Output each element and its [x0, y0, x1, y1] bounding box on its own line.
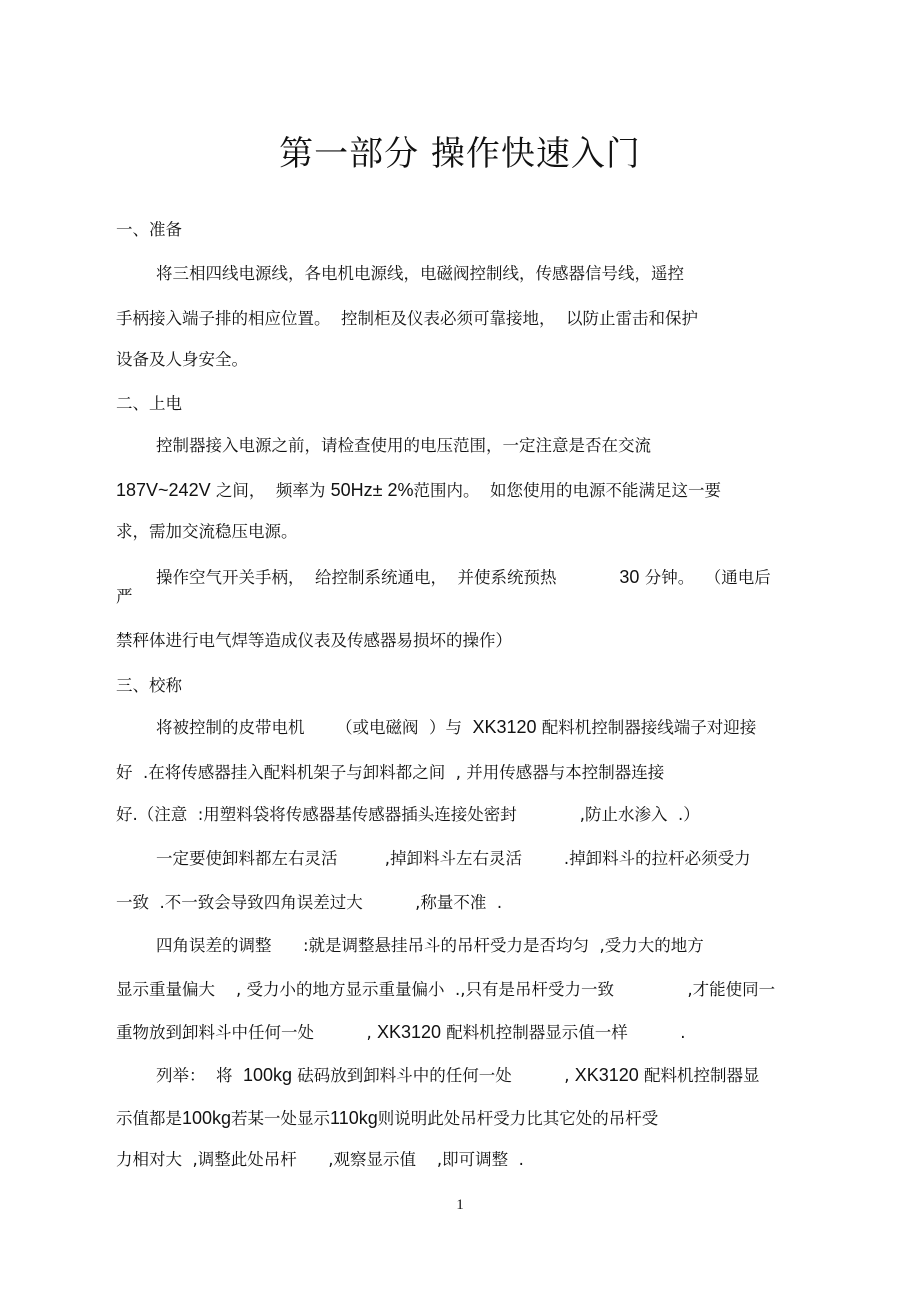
text-run: 将被控制的皮带电机 （或电磁阀 ）与 [156, 718, 473, 737]
page-number: 1 [456, 1197, 464, 1213]
text-run: 之间， 频率为 [210, 481, 331, 500]
paragraph-line [116, 1022, 685, 1043]
paragraph-line: 一定要使卸料都左右灵活 ,掉卸料斗左右灵活 .掉卸料斗的拉杆必须受力 [156, 849, 751, 868]
paragraph-line: 一致 .不一致会导致四角误差过大 ,称量不准 . [116, 893, 503, 912]
paragraph-line: 好.（注意 :用塑料袋将传感器基传感器插头连接处密封 ,防止水渗入 .） [116, 805, 700, 824]
paragraph-line: 求，需加交流稳压电源。 [116, 522, 298, 541]
model-number: XK3120 [574, 1065, 639, 1085]
section-heading-preparation: 一、准备 [116, 220, 182, 239]
page-title: 第一部分 操作快速入门 [279, 134, 641, 174]
paragraph-line [116, 480, 721, 501]
paragraph-line [156, 567, 771, 588]
text-run: 分钟。 （通电后 [639, 568, 771, 587]
voltage-range: 187V~242V [116, 480, 211, 500]
text-run: 重物放到卸料斗中任何一处 , [116, 1023, 377, 1042]
section-heading-power-on: 二、上电 [116, 394, 182, 413]
paragraph-line: 控制器接入电源之前，请检查使用的电压范围，一定注意是否在交流 [156, 436, 651, 455]
paragraph-line: 手柄接入端子排的相应位置。 控制柜及仪表必须可靠接地， 以防止雷击和保护 [116, 309, 698, 328]
text-run: 范围内。 如您使用的电源不能满足这一要 [413, 481, 721, 500]
paragraph-line: 好 .在将传感器挂入配料机架子与卸料都之间 , 并用传感器与本控制器连接 [116, 763, 665, 782]
frequency-value: 50Hz± 2% [330, 480, 414, 500]
text-run: 则说明此处吊杆受力比其它处的吊杆受 [377, 1109, 659, 1128]
paragraph-line: 严 [116, 587, 133, 606]
text-run: 示值都是 [116, 1109, 182, 1128]
weight-value: 100kg [182, 1108, 232, 1128]
weight-value: 100kg [242, 1065, 293, 1085]
text-run: 配料机控制器接线端子对迎接 [536, 718, 757, 737]
paragraph-line: 禁秤体进行电气焊等造成仪表及传感器易损坏的操作） [116, 631, 512, 650]
paragraph-line [156, 717, 756, 738]
text-run: 若某一处显示 [231, 1109, 331, 1128]
paragraph-line [116, 1108, 658, 1129]
paragraph-line: 力相对大 ,调整此处吊杆 ,观察显示值 ,即可调整 . [116, 1150, 524, 1169]
paragraph-line: 四角误差的调整 :就是调整悬挂吊斗的吊杆受力是否均匀 ,受力大的地方 [156, 936, 704, 955]
text-run: 配料机控制器显示值一样 . [441, 1023, 686, 1042]
text-run: 配料机控制器显 [638, 1066, 760, 1085]
model-number: XK3120 [472, 717, 537, 737]
model-number: XK3120 [376, 1022, 442, 1042]
text-run: 操作空气开关手柄， 给控制系统通电， 并使系统预热 [156, 568, 620, 587]
warmup-minutes: 30 [619, 567, 640, 587]
text-run: 砝码放到卸料斗中的任何一处 , [292, 1066, 575, 1085]
paragraph-line: 设备及人身安全。 [116, 350, 248, 369]
paragraph-line: 显示重量偏大 , 受力小的地方显示重量偏小 .,只有是吊杆受力一致 ,才能使同一 [116, 980, 776, 999]
paragraph-line: 将三相四线电源线，各电机电源线，电磁阀控制线，传感器信号线，遥控 [156, 264, 684, 283]
weight-value: 110kg [330, 1108, 378, 1128]
paragraph-line [156, 1065, 760, 1086]
text-run: 列举： 将 [156, 1066, 243, 1085]
section-heading-calibration: 三、校称 [116, 676, 182, 695]
